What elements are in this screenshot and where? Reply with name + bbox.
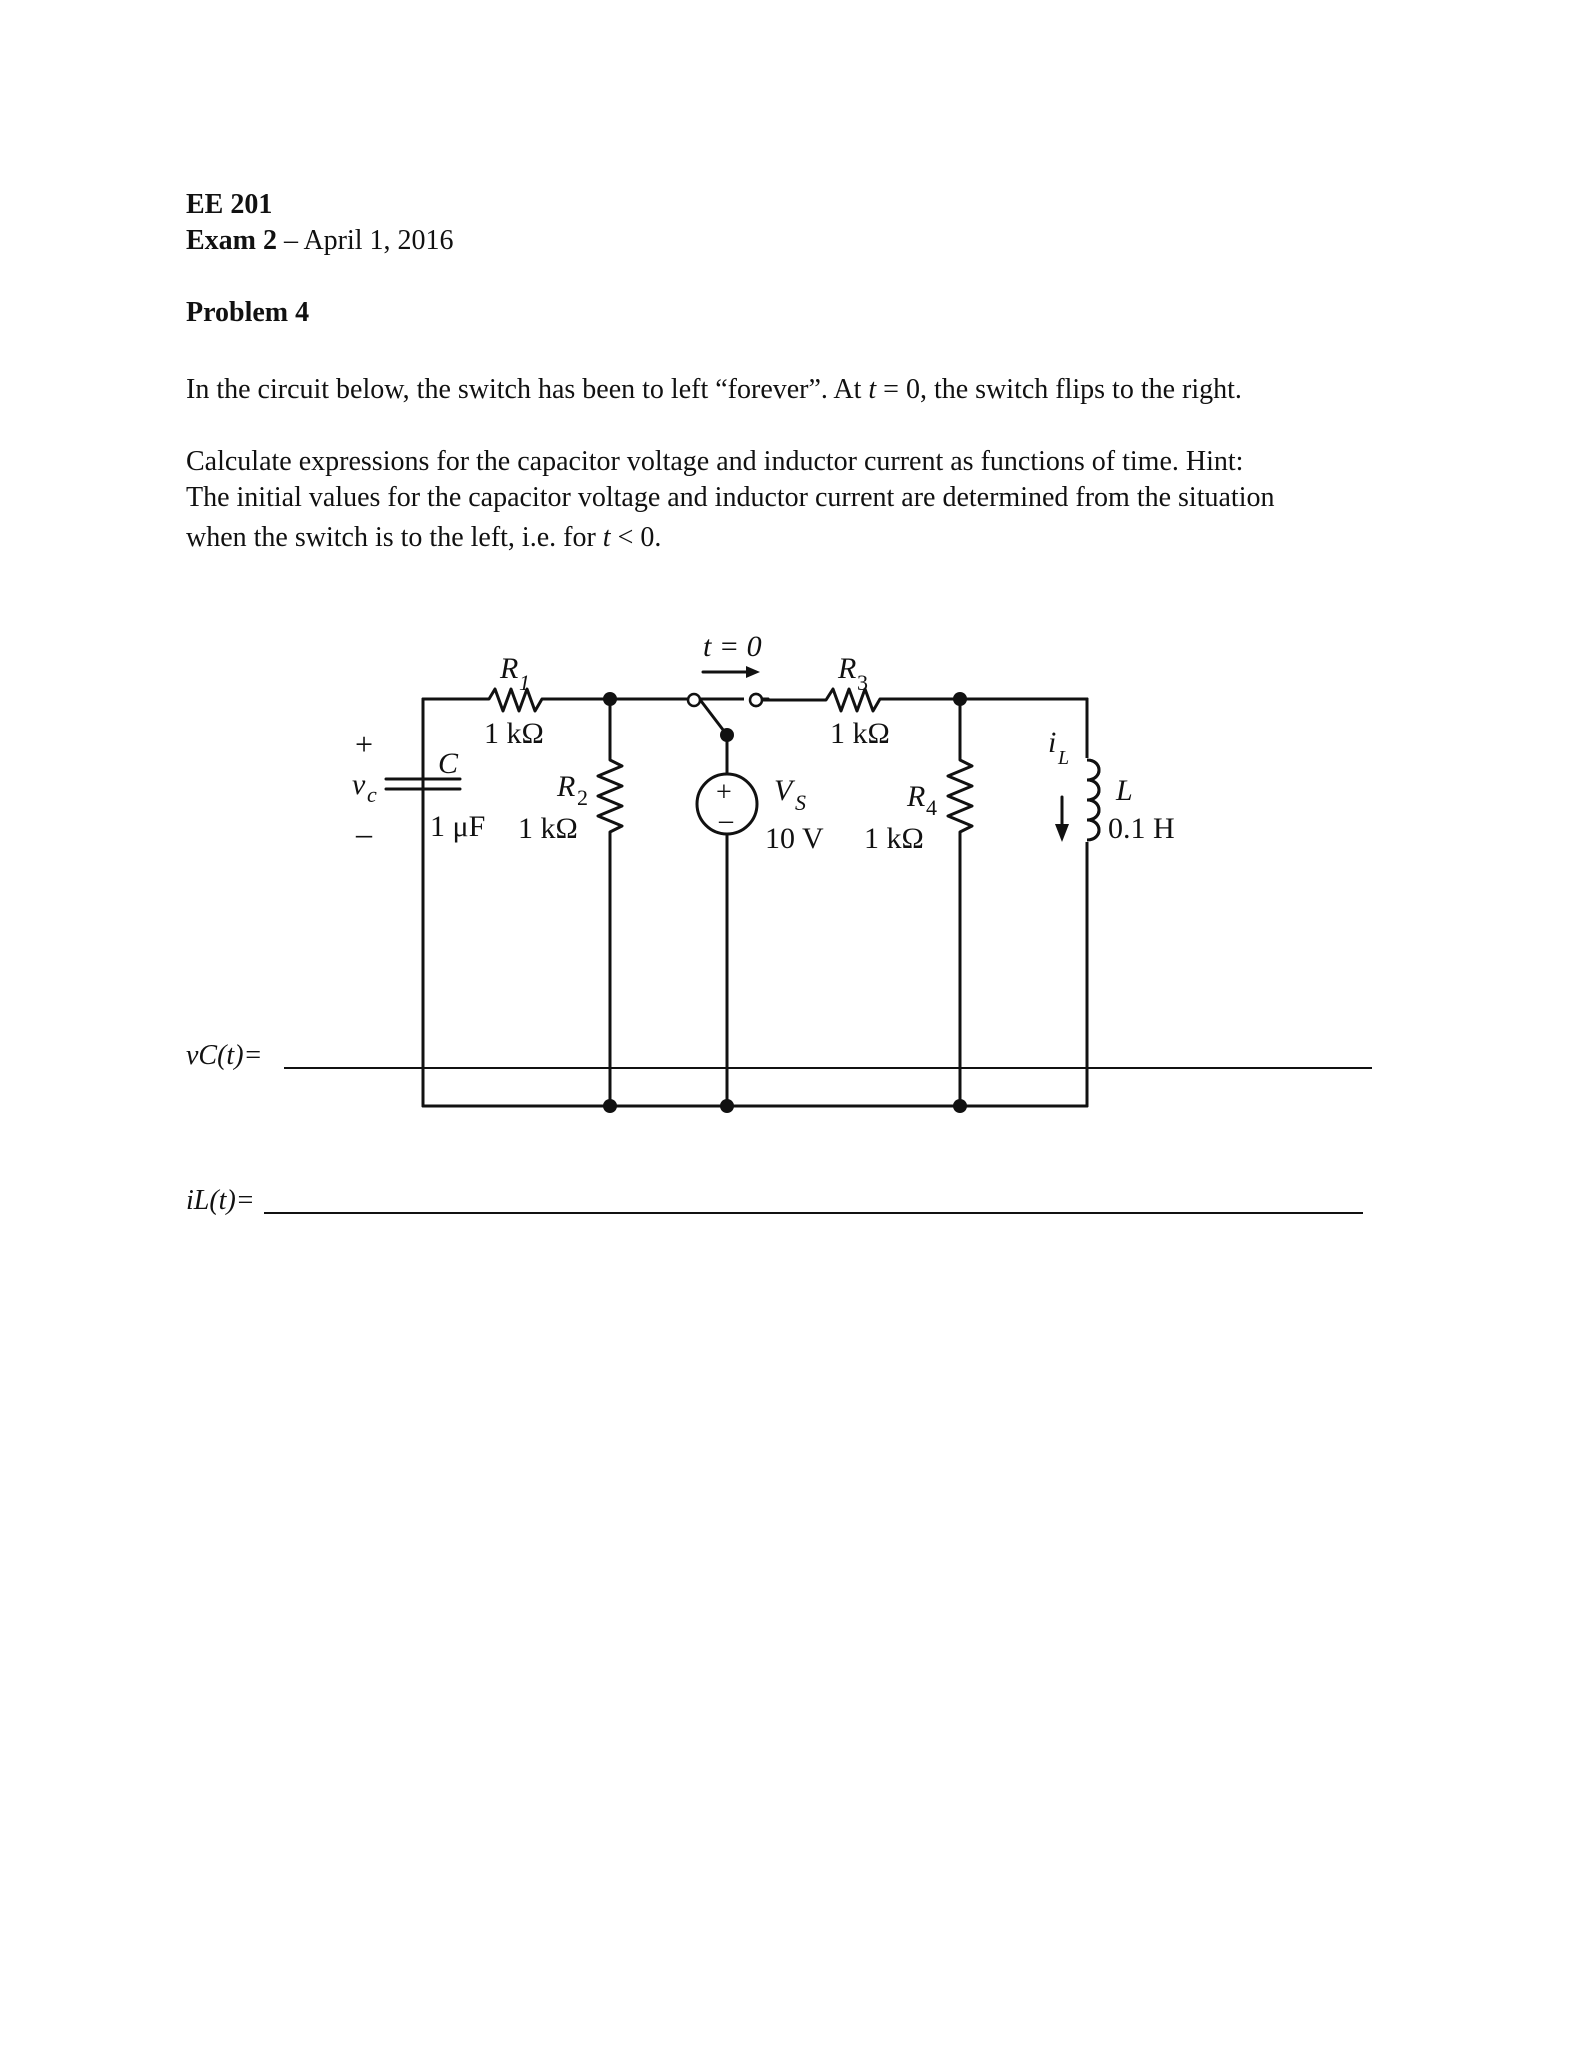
statement-variable-t: t [868,374,877,405]
switch-time-label: t = 0 [703,630,762,663]
node-dot [720,1099,734,1113]
capacitor-value: 1 μF [430,810,486,843]
vs-sub: S [795,790,806,815]
switch-arrowhead-icon [746,666,760,678]
vc-minus: – [356,815,372,851]
switch-contact-left [688,694,700,706]
node-dot [720,728,734,742]
inductor-value: 0.1 H [1108,812,1175,845]
resistor-r2 [598,699,622,1106]
node-dot [953,692,967,706]
r4-value: 1 kΩ [864,822,924,855]
r1-sub: 1 [519,670,530,695]
vc-sub: c [367,782,377,807]
current-arrowhead-icon [1055,824,1069,842]
vc-plus: + [355,726,374,762]
node-dot [603,1099,617,1113]
vs-value: 10 V [765,822,824,855]
course-title: EE 201 [186,189,273,220]
statement-variable-t: t [602,522,611,553]
vc-answer-text: vC(t)= [186,1040,263,1071]
r1-name: R [500,652,519,685]
r2-sub: 2 [577,785,588,810]
il-name: i [1048,726,1057,759]
statement-text: = 0, the switch flips to the right. [876,374,1242,405]
r2-name: R [557,770,576,803]
node-dot [603,692,617,706]
vs-name: V [774,774,793,807]
capacitor-name: C [438,747,459,780]
exam-label: Exam 2 [186,225,277,256]
statement-text: < 0. [610,522,662,553]
vc-answer-field[interactable] [284,1067,1372,1069]
il-answer-field[interactable] [264,1212,1363,1214]
vc-name: v [352,768,366,801]
il-answer-text: iL(t)= [186,1185,255,1216]
inductor-name: L [1116,774,1133,807]
statement-line-3: The initial values for the capacitor voltage and inductor current are determined from the situation [186,482,1275,513]
r4-sub: 4 [926,795,937,820]
source-minus: – [719,805,733,836]
vc-answer-label [186,1040,262,1072]
switch-blade [698,697,727,735]
il-answer-label [186,1185,255,1217]
il-sub: L [1058,747,1070,769]
problem-heading: Problem 4 [186,297,310,328]
statement-line-2: Calculate expressions for the capacitor voltage and inductor current as functions of time. Hint: [186,446,1244,477]
node-dot [953,1099,967,1113]
r1-value: 1 kΩ [484,717,544,750]
statement-text: In the circuit below, the switch has been to left “forever”. At [186,374,869,405]
r3-sub: 3 [857,670,868,695]
statement-text: when the switch is to the left, i.e. for [186,522,603,553]
source-plus: + [716,777,732,808]
r2-value: 1 kΩ [518,812,578,845]
resistor-r4 [948,699,972,1106]
r3-value: 1 kΩ [830,717,890,750]
r4-name: R [907,780,926,813]
exam-date: – April 1, 2016 [277,225,454,256]
r3-name: R [838,652,857,685]
